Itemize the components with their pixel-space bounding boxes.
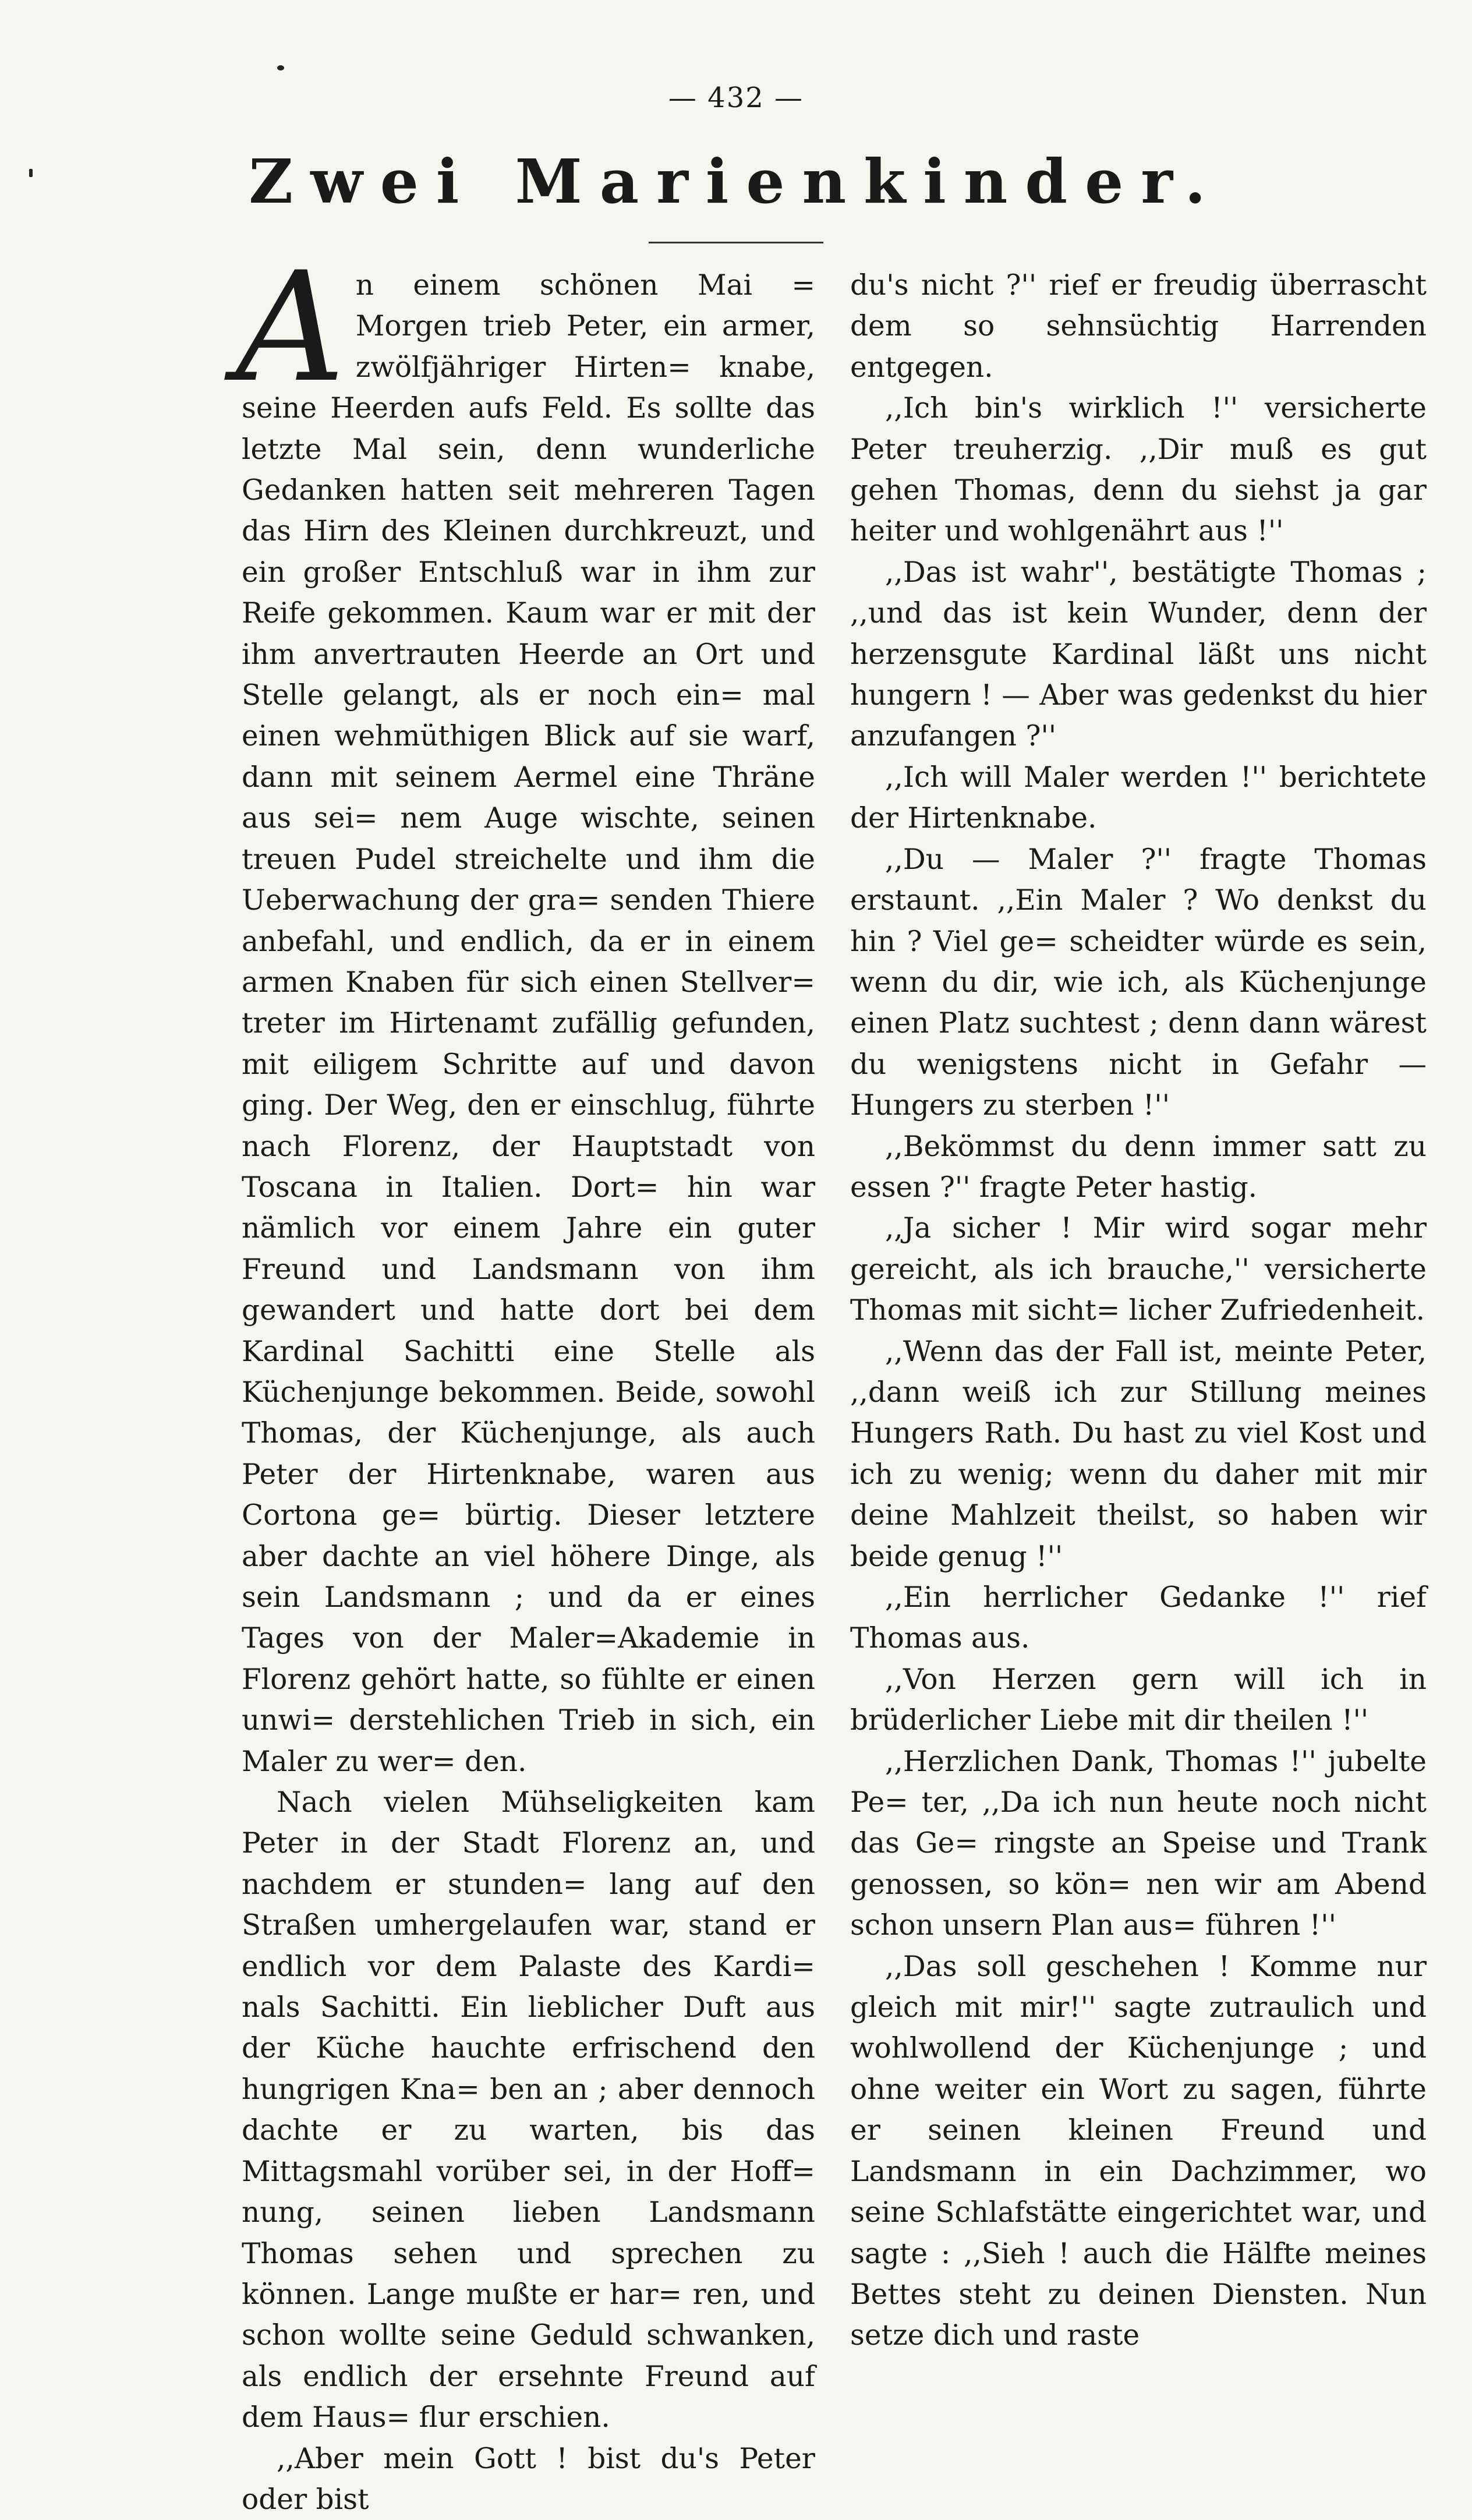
paragraph: ,,Du — Maler ?'' fragte Thomas erstaunt. ,,Ein Maler ? Wo denkst du hin ? Viel ge= scheidter würde es sein, wenn du dir, wie ich, als Küchenjunge einen Platz suchtest ; denn dann wärest du wenigstens nicht in Gefahr — Hungers zu sterben !'' [850,843,1427,1122]
paragraph: ,,Das ist wahr'', bestätigte Thomas ; ,,und das ist kein Wunder, denn der herzensgute Kardinal läßt uns nicht hungern ! — Aber was gedenkst du hier anzufangen ?'' [850,556,1427,753]
paragraph-text: n einem schönen Mai = Morgen trieb Peter, ein armer, zwölfjähriger Hirten= knabe, seine Heerden aufs Feld. Es sollte das letzte Mal sein, denn wunderliche Gedanken hatten seit mehreren Tagen das Hirn des Kleinen durchkreuzt, und ein großer Entschluß war in ihm zur Reife gekommen. Kaum war er mit der ihm anvertrauten Heerde an Ort und Stelle gelangt, als er noch ein= mal einen wehmüthigen Blick auf sie warf, dann mit seinem Aermel eine Thräne aus sei= nem Auge wischte, seinen treuen Pudel streichelte und ihm die Ueberwachung der gra= senden Thiere anbefahl, und endlich, da er in einem armen Knaben für sich einen Stellver= treter im Hirtenamt zufällig gefunden, mit eiligem Schritte auf und davon ging. Der Weg, den er einschlug, führte nach Florenz, der Hauptstadt von Toscana in Italien. Dort= hin war nämlich vor einem Jahre ein guter Freund und Landsmann von ihm gewandert und hatte dort bei dem Kardinal Sachitti eine Stelle als Küchenjunge bekommen. Beide, sowohl Thomas, der Küchenjunge, als auch Peter der Hirtenknabe, waren aus Cortona ge= bürtig. Dieser letztere aber dachte an viel höhere Dinge, als sein Landsmann ; und da er eines Tages von der Maler=Akademie in Florenz gehört hatte, so fühlte er einen unwi= derstehlichen Trieb in sich, ein Maler zu wer= den. [242,269,815,1778]
ink-speck [277,65,284,70]
paragraph: ,,Von Herzen gern will ich in brüderlicher Liebe mit dir theilen !'' [850,1663,1427,1737]
title-divider [649,242,823,243]
paragraph: ,,Aber mein Gott ! bist du's Peter oder bist [242,2442,815,2516]
paragraph: Nach vielen Mühseligkeiten kam Peter in der Stadt Florenz an, und nachdem er stunden= lang auf den Straßen umhergelaufen war, stand er endlich vor dem Palaste des Kardi= nals Sachitti. Ein lieblicher Duft aus der Küche hauchte erfrischend den hungrigen Kna= ben an ; aber dennoch dachte er zu warten, bis das Mittagsmahl vorüber sei, in der Hoff= nung, seinen lieben Landsmann Thomas sehen und sprechen zu können. Lange mußte er har= ren, und schon wollte seine Geduld schwanken, als endlich der ersehnte Freund auf dem Haus= flur erschien. [242,1786,815,2434]
paragraph: ,,Bekömmst du denn immer satt zu essen ?'' fragte Peter hastig. [850,1130,1427,1204]
paragraph [236,240,815,1782]
paragraph: ,,Ich bin's wirklich !'' versicherte Peter treuherzig. ,,Dir muß es gut gehen Thomas, denn du siehst ja gar heiter und wohlgenährt aus !'' [850,392,1427,548]
paragraph: ,,Das soll geschehen ! Komme nur gleich mit mir!'' sagte zutraulich und wohlwollend der Küchenjunge ; und ohne weiter ein Wort zu sagen, führte er seinen kleinen Freund und Landsmann in ein Dachzimmer, wo seine Schlafstätte eingerichtet war, und sagte : ,,Sieh ! auch die Hälfte meines Bettes steht zu deinen Diensten. Nun setze dich und raste [850,1950,1427,2352]
paragraph: ,,Ich will Maler werden !'' berichtete der Hirtenknabe. [850,761,1427,835]
paragraph: ,,Ja sicher ! Mir wird sogar mehr gereicht, als ich brauche,'' versicherte Thomas mit sicht= licher Zufriedenheit. [850,1212,1427,1327]
drop-cap: A [236,240,345,416]
right-column [850,265,1427,2356]
page-title: Zwei Marienkinder. [249,146,1223,217]
paragraph: ,,Herzlichen Dank, Thomas !'' jubelte Pe= ter, ,,Da ich nun heute noch nicht das Ge= ringste an Speise und Trank genossen, so kön= nen wir am Abend schon unsern Plan aus= führen !'' [850,1745,1427,1942]
page-number: — 432 — [668,82,804,114]
left-column [236,240,815,2520]
paragraph: du's nicht ?'' rief er freudig überrascht dem so sehnsüchtig Harrenden entgegen. [850,269,1427,384]
paragraph: ,,Wenn das der Fall ist, meinte Peter, ,,dann weiß ich zur Stillung meines Hungers Rath. Du hast zu viel Kost und ich zu wenig; wenn du daher mit mir deine Mahlzeit theilst, so haben wir beide genug !'' [850,1335,1427,1573]
paragraph: ,,Ein herrlicher Gedanke !'' rief Thomas aus. [850,1581,1427,1655]
